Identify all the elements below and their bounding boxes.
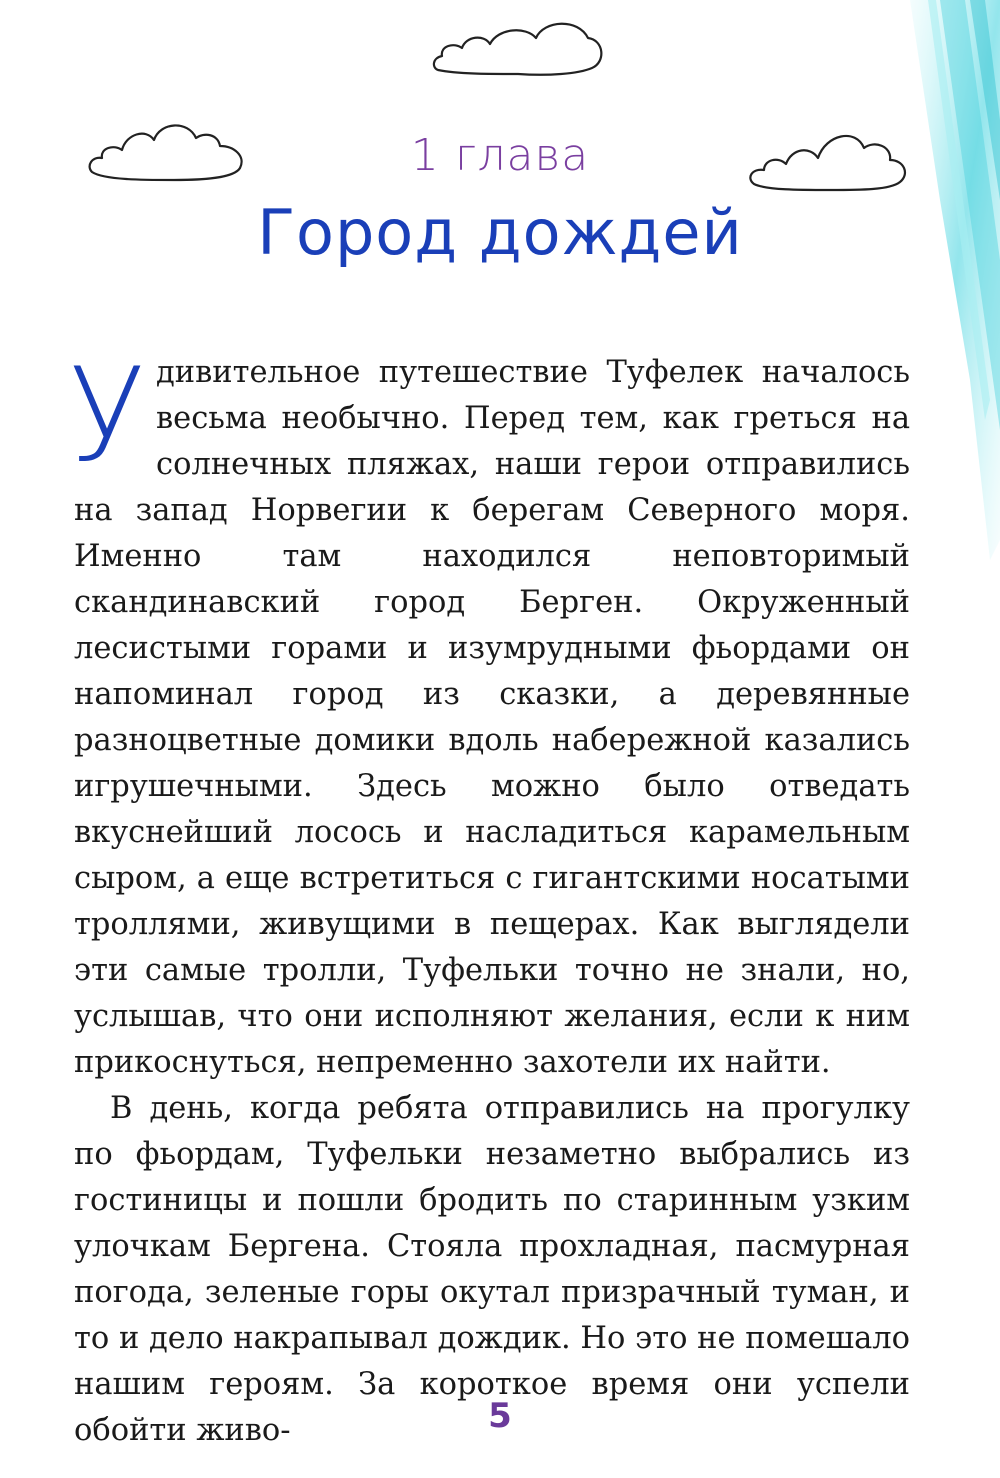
page-number: 5 <box>488 1396 512 1436</box>
paragraph-text: дивительное путешествие Туфелек началось весьма необычно. Перед тем, как греться на солнечных пляжах, наши герои отправились на запад Норвегии к берегам Северного моря. Именно там находился неповторимый скандинавский город Берген. Окруженный лесистыми горами и изумрудными фьордами он напоминал город из сказки, а деревянные разноцветные домики вдоль набережной казались игрушечными. Здесь можно было отведать вкуснейший лосось и насладиться карамельным сыром, а еще встретиться с гигантскими носатыми троллями, живущими в пещерах. Как выглядели эти самые тролли, Туфельки точно не знали, но, услышав, что они исполняют желания, если к ним прикоснуться, непременно захотели их найти. <box>74 355 910 1080</box>
drop-cap: У <box>68 341 146 490</box>
chapter-label: 1 глава <box>410 130 590 181</box>
paragraph <box>68 341 910 1086</box>
paragraph: В день, когда ребята отправились на прогулку по фьордам, Туфельки незаметно выбрались из гостиницы и пошли бродить по старинным узким улочкам Бергена. Стояла прохладная, пасмурная погода, зеленые горы окутал призрачный туман, и то и дело накрапывал дождик. Но это не помешало нашим героям. За короткое время они успели обойти живо- <box>74 1091 910 1448</box>
chapter-title: Город дождей <box>257 196 743 269</box>
body-text <box>68 341 910 1454</box>
cloud-icon <box>428 8 608 88</box>
